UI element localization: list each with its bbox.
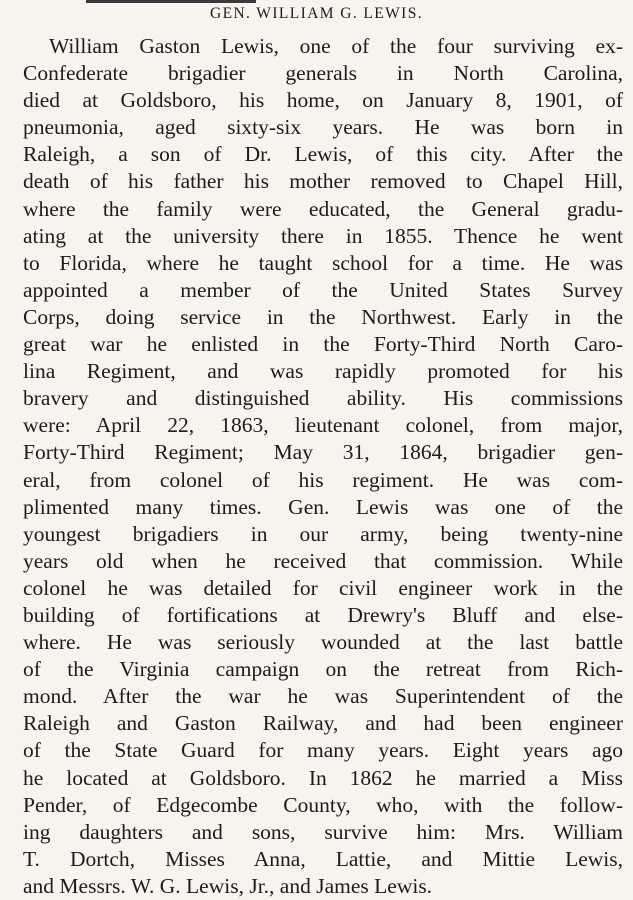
text-line: youngest brigadiers in our army, being twenty-nine: [23, 521, 623, 546]
text-line: Forty-Third Regiment; May 31, 1864, brigadier gen-: [23, 440, 623, 465]
top-rule: [86, 0, 256, 3]
text-line: bravery and distinguished ability. His commissions: [23, 386, 623, 411]
text-line: eral, from colonel of his regiment. He was com-: [23, 467, 623, 492]
text-line: T. Dortch, Misses Anna, Lattie, and Mittie Lewis,: [23, 846, 623, 871]
text-line: Raleigh, a son of Dr. Lewis, of this city. After the: [23, 142, 623, 167]
text-line: of the Virginia campaign on the retreat from Rich-: [23, 657, 623, 682]
text-line: were: April 22, 1863, lieutenant colonel, from major,: [23, 413, 623, 438]
text-line: to Florida, where he taught school for a time. He was: [23, 250, 623, 275]
text-line: years old when he received that commission. While: [23, 548, 623, 573]
text-line: died at Goldsboro, his home, on January 8, 1901, of: [23, 88, 623, 113]
text-line: great war he enlisted in the Forty-Third North Caro-: [23, 332, 623, 357]
text-line: appointed a member of the United States Survey: [23, 277, 623, 302]
text-line: Corps, doing service in the Northwest. Early in the: [23, 304, 623, 329]
text-line: pneumonia, aged sixty-six years. He was born in: [23, 115, 623, 140]
text-line: colonel he was detailed for civil engineer work in the: [23, 575, 623, 600]
text-line: where the family were educated, the General gradu-: [23, 196, 623, 221]
text-line: he located at Goldsboro. In 1862 he married a Miss: [23, 765, 623, 790]
text-line: Raleigh and Gaston Railway, and had been engineer: [23, 711, 623, 736]
text-line: William Gaston Lewis, one of the four surviving ex-: [49, 34, 623, 58]
text-line: death of his father his mother removed to Chapel Hill,: [23, 169, 623, 194]
text-line: and Messrs. W. G. Lewis, Jr., and James Lewis.: [23, 873, 433, 898]
text-line: building of fortifications at Drewry's Bluff and else-: [23, 602, 623, 627]
text-line: of the State Guard for many years. Eight years ago: [23, 738, 623, 763]
text-line: ating at the university there in 1855. Thence he went: [23, 223, 623, 248]
text-line: ing daughters and sons, survive him: Mrs. William: [23, 819, 623, 844]
text-line: mond. After the war he was Superintendent of the: [23, 684, 623, 709]
text-line: Confederate brigadier generals in North Carolina,: [23, 61, 623, 86]
text-line: where. He was seriously wounded at the last battle: [23, 630, 623, 655]
text-line: plimented many times. Gen. Lewis was one of the: [23, 494, 623, 519]
text-line: lina Regiment, and was rapidly promoted for his: [23, 359, 623, 384]
article-heading: GEN. WILLIAM G. LEWIS.: [209, 5, 424, 22]
text-line: Pender, of Edgecombe County, who, with the follow-: [23, 792, 623, 817]
article-body: [23, 33, 623, 900]
